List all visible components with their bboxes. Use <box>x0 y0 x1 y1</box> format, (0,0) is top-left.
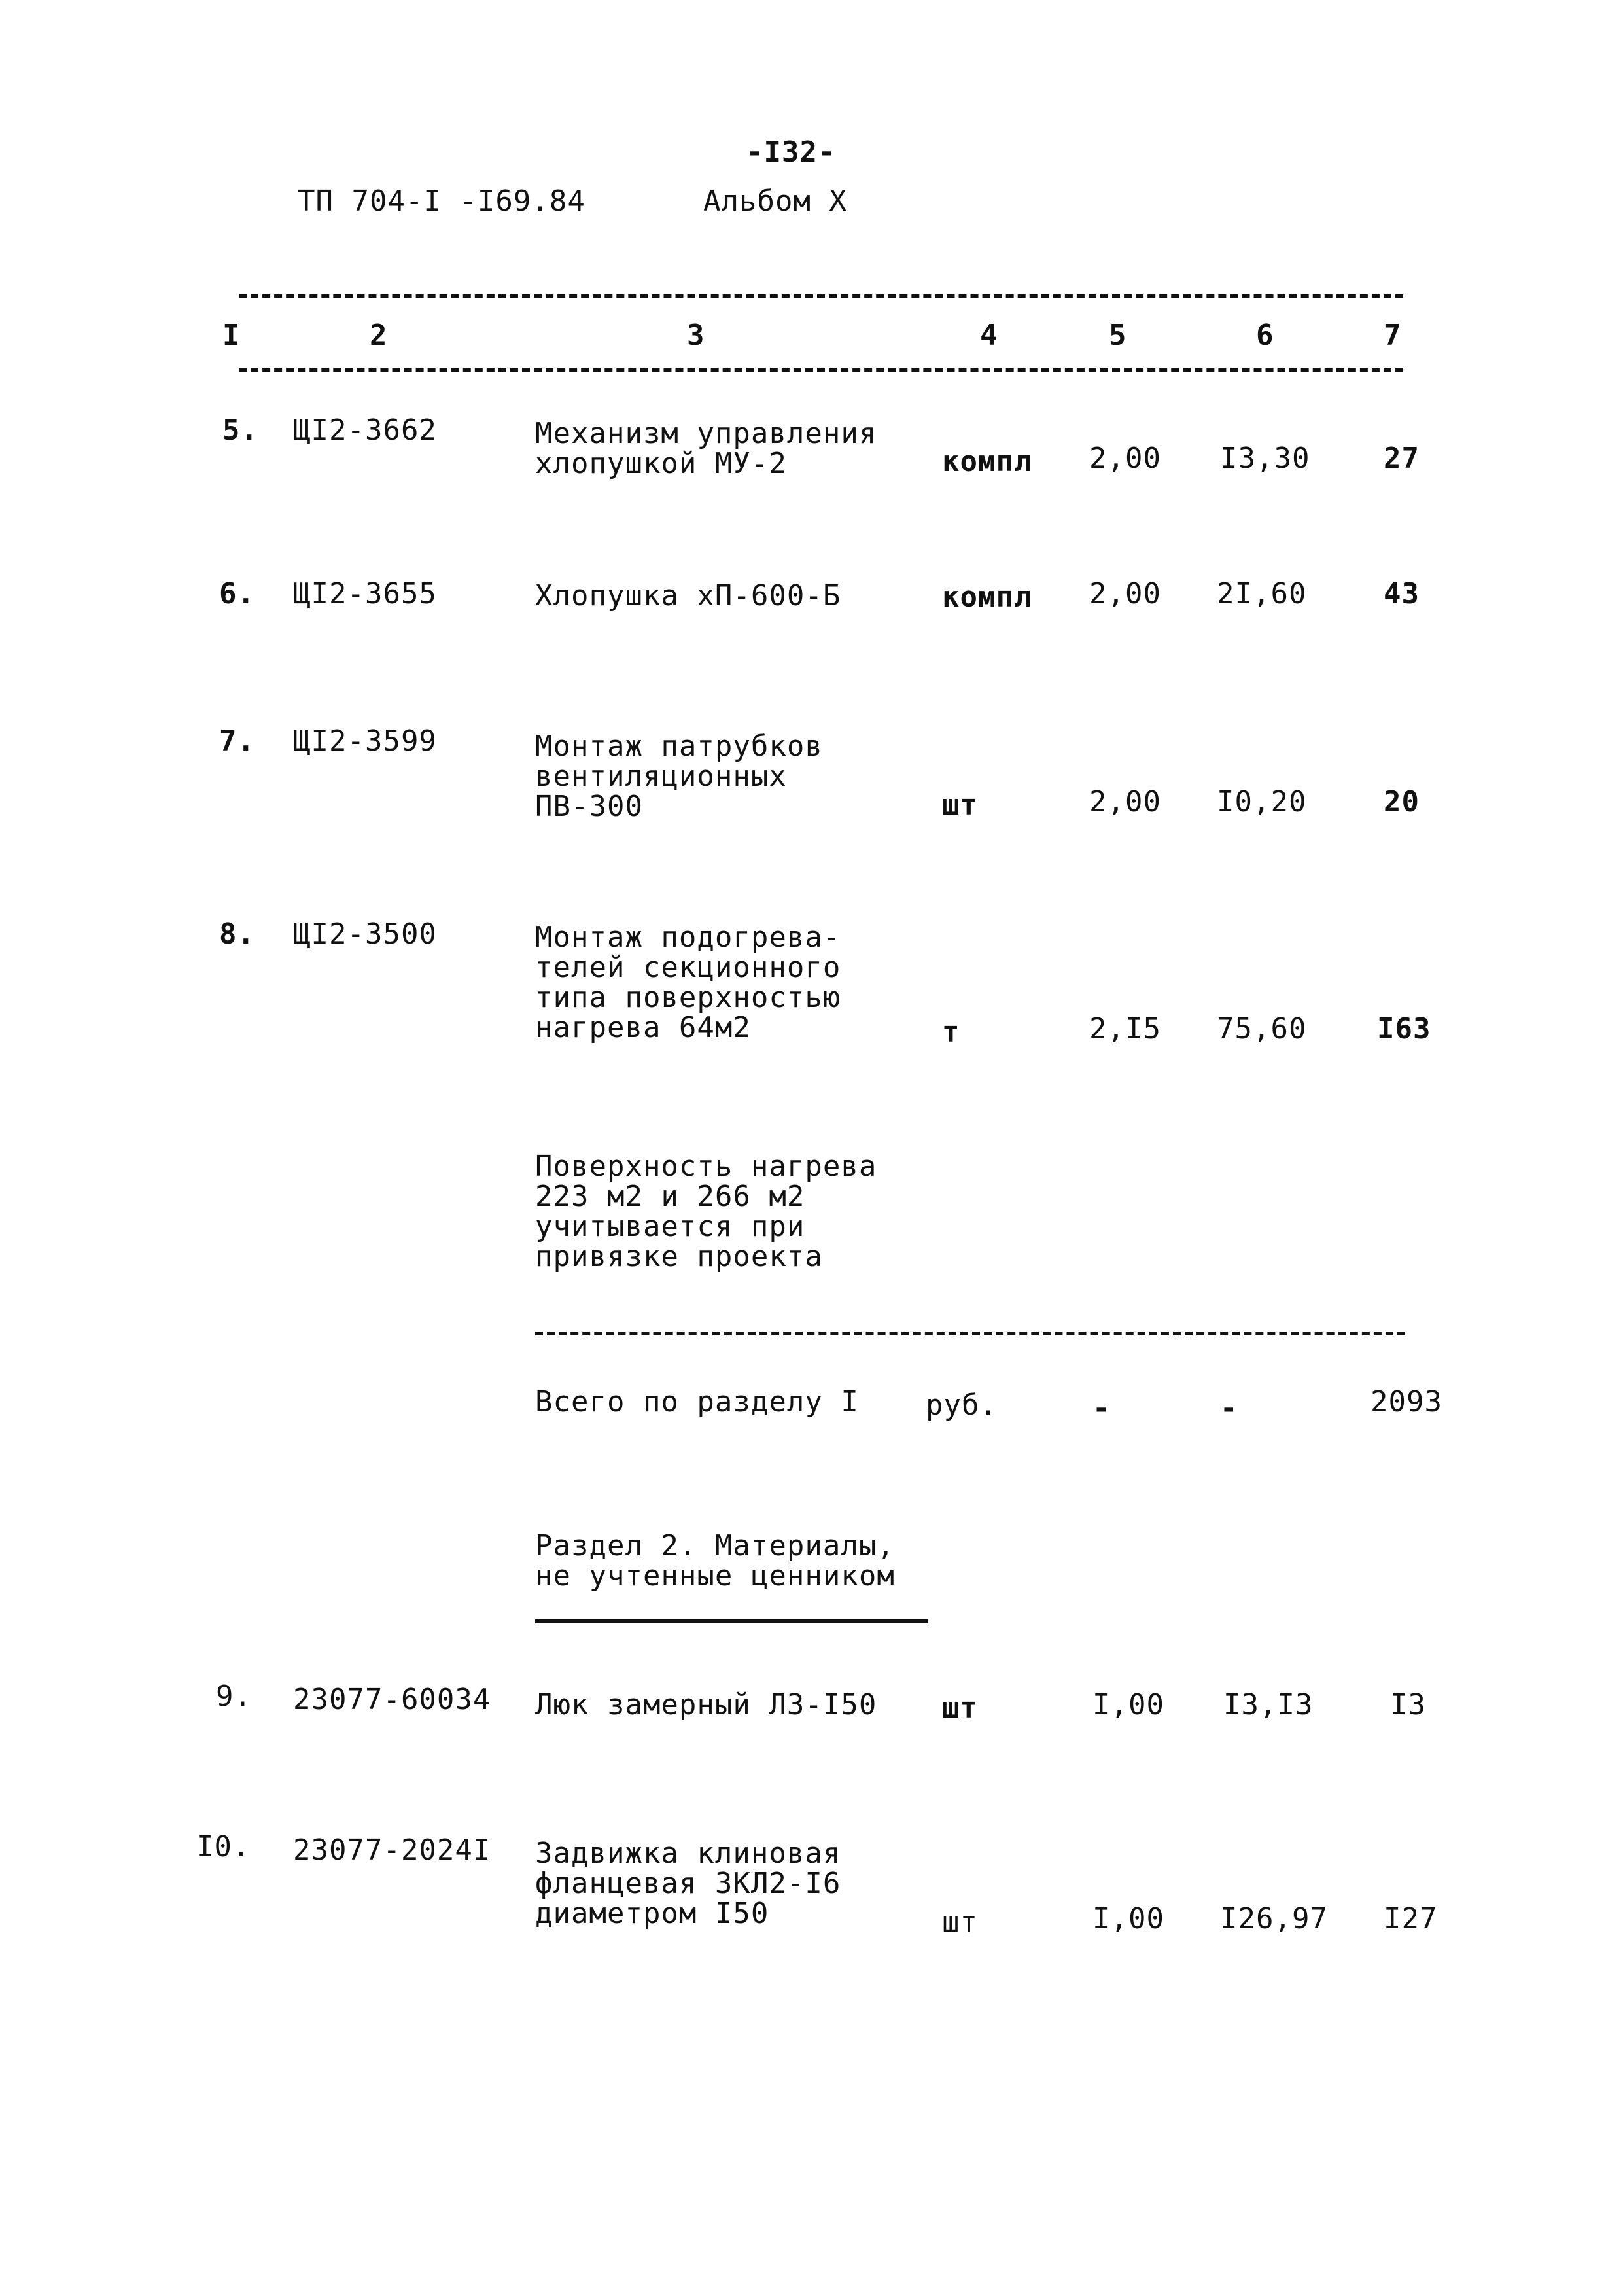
row-number: 7. <box>219 724 255 758</box>
row-price: I26,97 <box>1220 1902 1328 1935</box>
row-unit: компл <box>942 580 1032 614</box>
row-total: 20 <box>1384 785 1420 819</box>
row-unit: шт <box>942 788 978 822</box>
row-unit: т <box>942 1016 960 1049</box>
column-header-6: 6 <box>1256 319 1274 352</box>
subtotal-label: Всего по разделу I <box>535 1385 859 1419</box>
subtotal-total: 2093 <box>1370 1385 1442 1419</box>
row-description: Монтаж подогрева- телей секционного типа поверхностью нагрева 64м2 <box>535 921 841 1044</box>
row-price: 2I,60 <box>1217 577 1307 610</box>
row-code: 23077-2024I <box>293 1833 491 1867</box>
row-code: ЩI2-3662 <box>293 414 437 447</box>
document-code: ТП 704-I -I69.84 <box>298 185 585 218</box>
row-code: ЩI2-3599 <box>293 724 437 758</box>
row-total: 43 <box>1384 577 1420 610</box>
album-label: Альбом X <box>703 185 847 218</box>
row-total: I63 <box>1377 1012 1431 1046</box>
row-total: I3 <box>1390 1688 1426 1722</box>
header-bottom-rule <box>239 368 1403 372</box>
row-price: I3,I3 <box>1223 1688 1314 1722</box>
row-description: Люк замерный ЛЗ-I50 <box>535 1688 877 1722</box>
row-number: 5. <box>222 414 258 447</box>
row-price: 75,60 <box>1217 1012 1307 1046</box>
column-header-2: 2 <box>370 319 388 352</box>
row-price: I0,20 <box>1217 785 1307 819</box>
row-description: Механизм управления хлопушкой МУ-2 <box>535 417 877 480</box>
row-description: Хлопушка хП-600-Б <box>535 579 841 612</box>
row-description: Задвижка клиновая фланцевая ЗКЛ2-I6 диаметром I50 <box>535 1837 841 1930</box>
row-unit: шт <box>942 1691 978 1725</box>
subtotal-quantity: - <box>1092 1392 1111 1425</box>
subtotal-unit: руб. <box>926 1388 998 1422</box>
row-number: 8. <box>219 917 255 951</box>
row-total: I27 <box>1384 1902 1438 1935</box>
row-code: ЩI2-3655 <box>293 577 437 610</box>
column-header-7: 7 <box>1384 319 1402 352</box>
row-unit: шт <box>942 1905 978 1939</box>
column-header-3: 3 <box>687 319 705 352</box>
row-description: Монтаж патрубков вентиляционных ПВ-300 <box>535 730 823 823</box>
column-header-4: 4 <box>980 319 998 352</box>
row-total: 27 <box>1384 442 1420 475</box>
subtotal-rule <box>535 1332 1405 1335</box>
column-header-5: 5 <box>1109 319 1127 352</box>
row-quantity: I,00 <box>1092 1902 1164 1935</box>
row-number: 6. <box>219 577 255 610</box>
column-header-1: I <box>222 319 241 352</box>
row-price: I3,30 <box>1220 442 1310 475</box>
row-number: 9. <box>216 1680 252 1713</box>
page-number: -I32- <box>746 135 836 169</box>
row-quantity: 2,I5 <box>1089 1012 1161 1046</box>
section-2-underline <box>535 1619 928 1623</box>
header-top-rule <box>239 294 1403 298</box>
row-quantity: 2,00 <box>1089 442 1161 475</box>
row-quantity: 2,00 <box>1089 785 1161 819</box>
row-unit: компл <box>942 445 1032 478</box>
row-quantity: 2,00 <box>1089 577 1161 610</box>
section-2-title: Раздел 2. Материалы, не учтенные ценником <box>535 1529 895 1593</box>
row-code: ЩI2-3500 <box>293 917 437 951</box>
row-code: 23077-60034 <box>293 1683 491 1716</box>
subtotal-price: - <box>1220 1392 1238 1425</box>
row-number: I0. <box>196 1830 251 1863</box>
row-quantity: I,00 <box>1092 1688 1164 1722</box>
note-text: Поверхность нагрева 223 м2 и 266 м2 учитывается при привязке проекта <box>535 1150 877 1273</box>
